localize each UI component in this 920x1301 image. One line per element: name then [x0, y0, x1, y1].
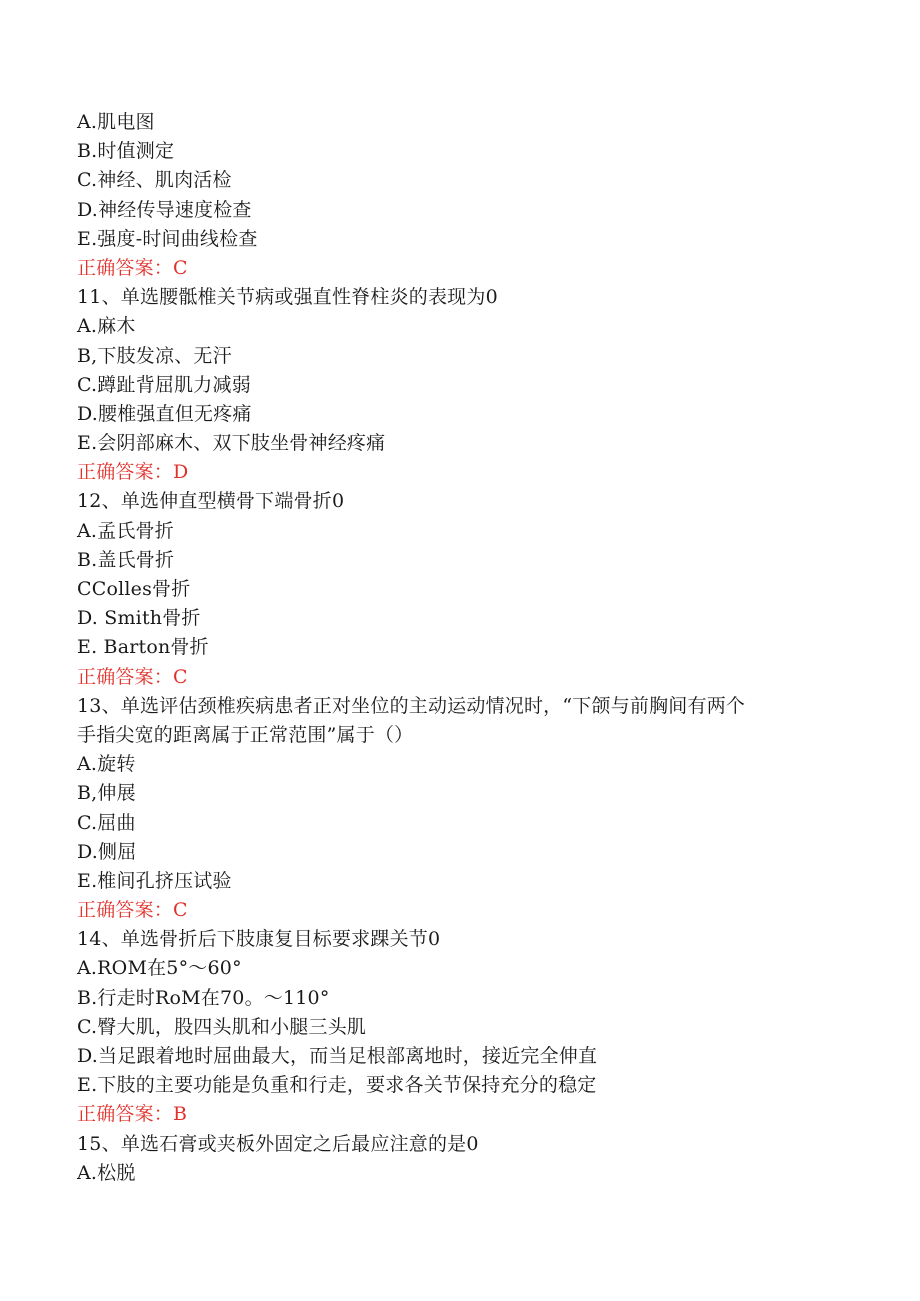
correct-answer: 正确答案：C: [77, 899, 188, 922]
option-line: D.侧屈: [77, 840, 137, 863]
question-line-continued: 手指尖宽的距离属于正常范围”属于（）: [77, 723, 414, 746]
document-page: [77, 108, 857, 1188]
question-line: 12、单选伸直型横骨下端骨折0: [77, 490, 345, 513]
option-line: E.强度-时间曲线检查: [77, 227, 258, 250]
option-line: C.神经、肌肉活检: [77, 169, 232, 192]
correct-answer: 正确答案：B: [77, 1103, 188, 1126]
question-line: 14、单选骨折后下肢康复目标要求踝关节0: [77, 928, 441, 951]
option-line: A.孟氏骨折: [77, 519, 174, 542]
option-line: A.旋转: [77, 753, 136, 776]
option-line: E.会阴部麻木、双下肢坐骨神经疼痛: [77, 432, 386, 455]
option-line: C.臀大肌，股四头肌和小腿三头肌: [77, 1015, 367, 1038]
option-line: D.当足跟着地时屈曲最大，而当足根部离地时，接近完全伸直: [77, 1045, 598, 1067]
option-line: B,伸展: [77, 782, 136, 805]
question-line: 13、单选评估颈椎疾病患者正对坐位的主动运动情况时，“下颌与前胸间有两个: [77, 694, 746, 717]
option-line: A.松脱: [77, 1161, 136, 1184]
correct-answer: 正确答案：C: [77, 256, 188, 279]
option-line: CColles骨折: [77, 578, 191, 600]
option-line: E.椎间孔挤压试验: [77, 869, 232, 892]
option-line: C.屈曲: [77, 811, 136, 834]
option-line: A.麻木: [77, 315, 136, 338]
option-line: D.神经传导速度检查: [77, 198, 252, 221]
question-line: 11、单选腰骶椎关节病或强直性脊柱炎的表现为0: [77, 286, 498, 309]
option-line: D. Smith骨折: [77, 607, 201, 630]
option-line: A.ROM在5°～60°: [77, 957, 242, 980]
option-line: E.下肢的主要功能是负重和行走，要求各关节保持充分的稳定: [77, 1074, 597, 1097]
correct-answer: 正确答案：C: [77, 665, 188, 688]
option-line: B.盖氏骨折: [77, 548, 175, 571]
correct-answer: 正确答案：D: [77, 461, 189, 484]
option-line: B,下肢发凉、无汗: [77, 344, 232, 367]
option-line: A.肌电图: [77, 111, 155, 133]
option-line: B.时值测定: [77, 140, 175, 163]
option-line: B.行走时RoM在70。～110°: [77, 986, 330, 1009]
option-line: E. Barton骨折: [77, 636, 209, 659]
option-line: C.蹲趾背屈肌力减弱: [77, 373, 251, 396]
question-line: 15、单选石膏或夹板外固定之后最应注意的是0: [77, 1132, 479, 1155]
option-line: D.腰椎强直但无疼痛: [77, 402, 252, 425]
